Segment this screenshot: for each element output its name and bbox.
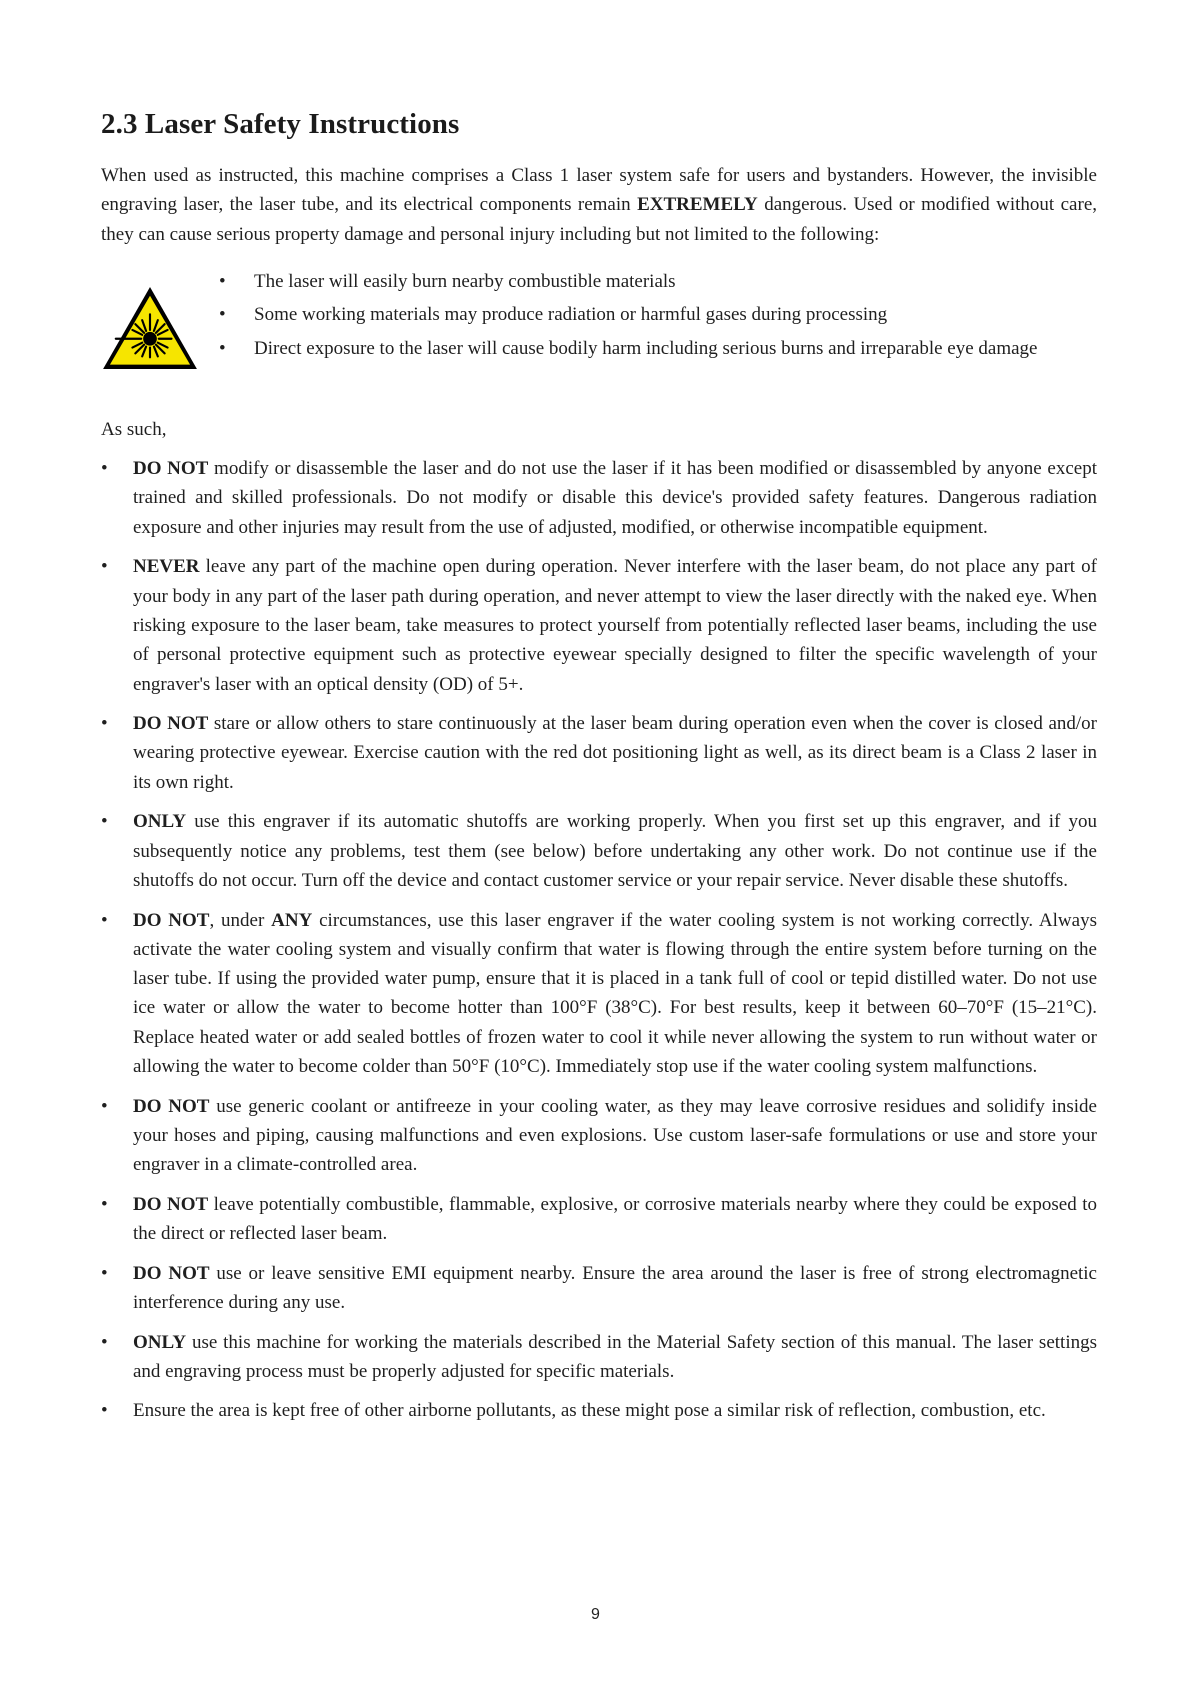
bullet: • (101, 1262, 108, 1284)
safety-rule-item: • DO NOT use or leave sensitive EMI equipment nearby. Ensure the area around the laser is free of strong electromagnetic interference during any use. (101, 1259, 1097, 1318)
bullet: • (101, 909, 108, 931)
intro-text-after: dangerous. Used or modified without care, they can cause serious property damage and personal injury including but not limited to the following: (101, 194, 1097, 245)
intro-emphasis: EXTREMELY (637, 194, 758, 216)
bullet: • (101, 1193, 108, 1215)
section-heading: 2.3 Laser Safety Instructions (101, 108, 460, 140)
intro-paragraph (101, 161, 1097, 249)
hazard-item: • The laser will easily burn nearby combustible materials (219, 270, 676, 292)
safety-rule-item: • NEVER leave any part of the machine open during operation. Never interfere with the laser beam, do not place any part of your body in any part of the laser path during operation, and never attempt to view the laser directly with the naked eye. When risking exposure to the laser beam, take measures to protect yourself from potentially reflected laser beams, including the use of personal protective equipment such as protective eyewear specially designed to filter the specific wavelength of your engraver's laser with an optical density (OD) of 5+. (101, 552, 1097, 698)
hazard-list (219, 269, 1097, 370)
bullet: • (101, 1400, 108, 1422)
manual-page (101, 108, 1097, 1436)
safety-rules-list (101, 454, 1097, 1426)
safety-rule-item: • ONLY use this engraver if its automatic shutoffs are working properly. When you first set up this engraver, and if you subsequently notice any problems, test them (see below) before undertaking any other work. Do not continue use if the shutoffs do not occur. Turn off the device and contact customer service or your repair service. Never disable these shutoffs. (101, 807, 1097, 895)
safety-rule-item: • ONLY use this machine for working the materials described in the Material Safety section of this manual. The laser settings and engraving process must be properly adjusted for specific materials. (101, 1328, 1097, 1387)
bullet: • (101, 458, 108, 480)
bullet: • (101, 1095, 108, 1117)
safety-rule-item: • DO NOT leave potentially combustible, flammable, explosive, or corrosive materials nearby where they could be exposed to the direct or reflected laser beam. (101, 1190, 1097, 1249)
bullet: • (219, 337, 226, 359)
bullet: • (101, 1331, 108, 1353)
hazard-item: • Direct exposure to the laser will cause bodily harm including serious burns and irreparable eye damage (219, 337, 1038, 359)
safety-rule-item: • DO NOT modify or disassemble the laser and do not use the laser if it has been modified or disassembled by anyone except trained and skilled professionals. Do not modify or disable this device's provided safety features. Dangerous radiation exposure and other injuries may result from the use of adjusted, modified, or otherwise incompatible equipment. (101, 454, 1097, 542)
bullet: • (101, 811, 108, 833)
safety-rule-item: • DO NOT use generic coolant or antifreeze in your cooling water, as they may leave corrosive residues and solidify inside your hoses and piping, causing malfunctions and even explosions. Use custom laser-safe formulations or use and store your engraver in a climate-controlled area. (101, 1092, 1097, 1180)
safety-rule-item: • Ensure the area is kept free of other airborne pollutants, as these might pose a similar risk of reflection, combustion, etc. (101, 1396, 1097, 1425)
hazard-item: • Some working materials may produce radiation or harmful gases during processing (219, 304, 888, 326)
bullet: • (219, 270, 226, 292)
safety-rule-item: • DO NOT stare or allow others to stare continuously at the laser beam during operation even when the cover is closed and/or wearing protective eyewear. Exercise caution with the red dot positioning light as well, as its direct beam is a Class 2 laser in its own right. (101, 709, 1097, 797)
intro-text-before: When used as instructed, this machine comprises a Class 1 laser system safe for users and bystanders. However, the invisible engraving laser, the laser tube, and its electrical components remain (101, 165, 1097, 216)
as-such-text: As such, (101, 418, 167, 440)
bullet: • (219, 304, 226, 326)
safety-rule-item: • DO NOT, under ANY circumstances, use this laser engraver if the water cooling system is not working correctly. Always activate the water cooling system and visually confirm that water is flowing through the entire system before turning on the laser tube. If using the provided water pump, ensure that it is placed in a tank full of cool or tepid distilled water. Do not use ice water or allow the water to become hotter than 100°F (38°C). For best results, keep it between 60–70°F (15–21°C). Replace heated water or add sealed bottles of frozen water to cool it while never allowing the system to run without water or allowing the water to become colder than 50°F (10°C). Immediately stop use if the water cooling system malfunctions. (101, 906, 1097, 1082)
laser-warning-icon (101, 285, 199, 371)
hazard-section (101, 269, 1097, 409)
bullet: • (101, 556, 108, 578)
page-number: 9 (591, 1606, 600, 1623)
bullet: • (101, 713, 108, 735)
